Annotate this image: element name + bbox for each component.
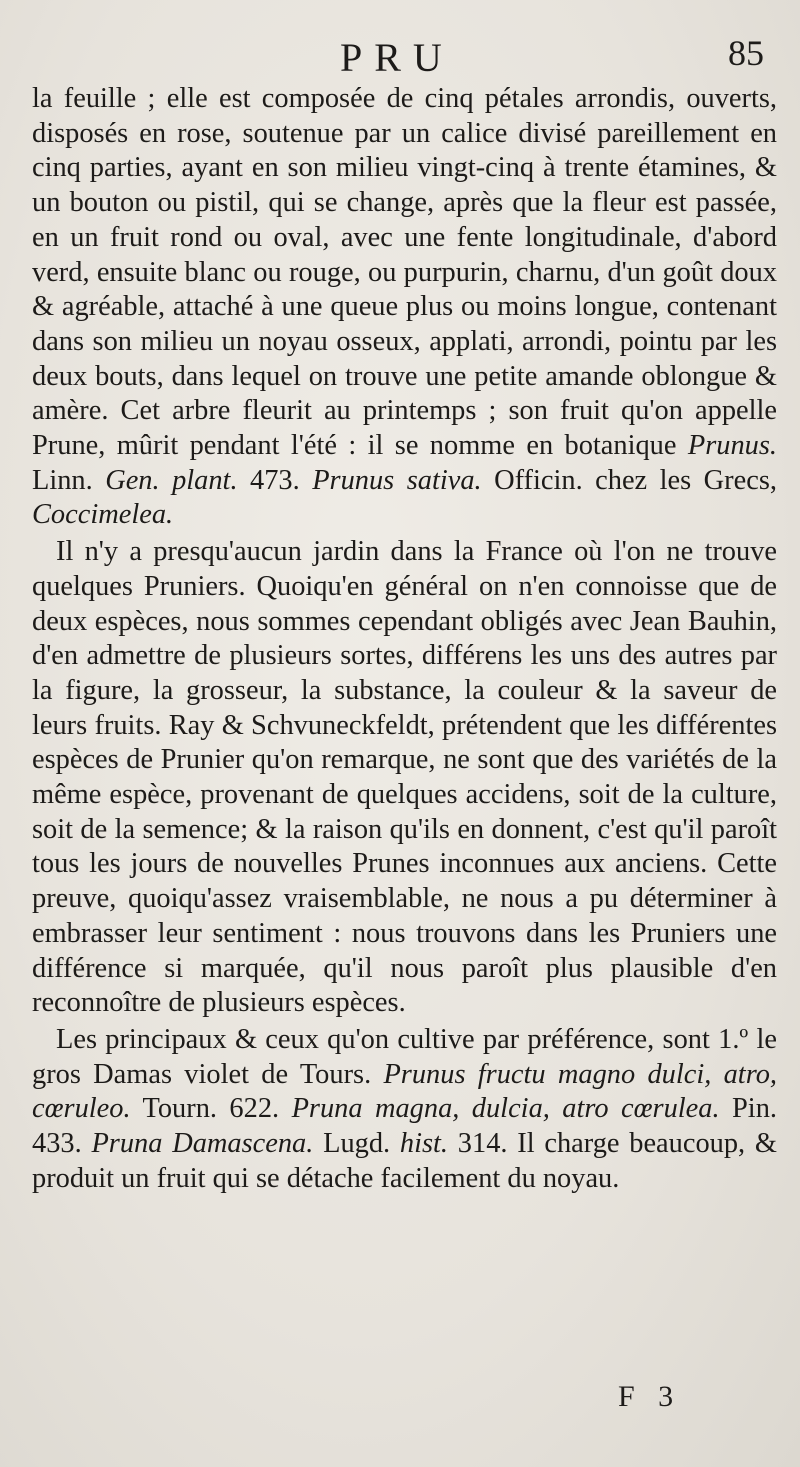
running-head: PRU xyxy=(340,35,454,80)
signature-mark: F 3 xyxy=(618,1380,682,1413)
page-header xyxy=(0,30,800,80)
italic-term: Pruna magna, dulcia, atro cœrulea. xyxy=(291,1093,720,1125)
page-number: 85 xyxy=(728,33,764,73)
paragraph xyxy=(32,535,777,1021)
paragraph xyxy=(32,82,777,533)
italic-term: Coccimelea. xyxy=(32,499,174,531)
text-run: 314. Il charge beaucoup, & produit un fruit qui se détache facilement du noyau. xyxy=(32,1128,777,1194)
italic-term: hist. xyxy=(399,1128,449,1160)
text-run: 473. xyxy=(237,464,313,496)
italic-term: Prunus. xyxy=(687,430,777,462)
italic-term: Pruna Damascena. xyxy=(91,1128,314,1160)
text-run: Pin. 433. xyxy=(32,1093,777,1160)
italic-term: Gen. plant. xyxy=(105,464,238,496)
body-text xyxy=(32,82,777,1197)
text-run: Officin. chez les Grecs, xyxy=(481,464,777,496)
text-run: Tourn. 622. xyxy=(130,1093,292,1125)
italic-term: Prunus sativa. xyxy=(312,464,482,496)
text-run: la feuille ; elle est composée de cinq pétales arrondis, ouverts, disposés en rose, soutenue par un calice divisé pareillement en cinq parties, ayant en son milieu vingt-cinq à trente étamines, & un bouton ou pistil, qui se change, après que la fleur est passée, en un fruit rond ou oval, avec une fente longitudinale, d'abord verd, ensuite blanc ou rouge, ou purpurin, charnu, d'un goût doux & agréable, attaché à une queue plus ou moins longue, contenant dans son milieu un noyau osseux, applati, arrondi, pointu par les deux bouts, dans lequel on trouve une petite amande oblongue & amère. Cet arbre fleurit au printemps ; son fruit qu'on appelle Prune, mûrit pendant l'été : il se nomme en botanique xyxy=(32,83,777,462)
text-run: Linn. xyxy=(32,464,106,496)
text-run: Lugd. xyxy=(313,1128,400,1160)
italic-term: Prunus fructu magno dulci, atro, cœruleo. xyxy=(32,1058,777,1125)
paragraph xyxy=(32,1023,777,1197)
text-run: Les principaux & ceux qu'on cultive par préférence, sont 1.º le gros Damas violet de Tours. xyxy=(32,1023,777,1090)
text-run: Il n'y a presqu'aucun jardin dans la France où l'on ne trouve quelques Pruniers. Quoiqu'en général on n'en connoisse que de deux espèces, nous sommes cependant obligés avec Jean Bauhin, d'en admettre de plusieurs sortes, différens les uns des autres par la figure, la grosseur, la substance, la couleur & la saveur de leurs fruits. Ray & Schvuneckfeldt, prétendent que les différentes espèces de Prunier qu'on remarque, ne sont que des variétés de la même espèce, provenant de quelques accidens, soit de la culture, soit de la semence; & la raison qu'ils en donnent, c'est qu'il paroît tous les jours de nouvelles Prunes inconnues aux anciens. Cette preuve, quoiqu'assez vraisemblable, ne nous a pu déterminer à embrasser leur sentiment : nous trouvons dans les Pruniers une différence si marquée, qu'il nous paroît plus plausible d'en reconnoître de plusieurs espèces. xyxy=(32,536,777,1019)
